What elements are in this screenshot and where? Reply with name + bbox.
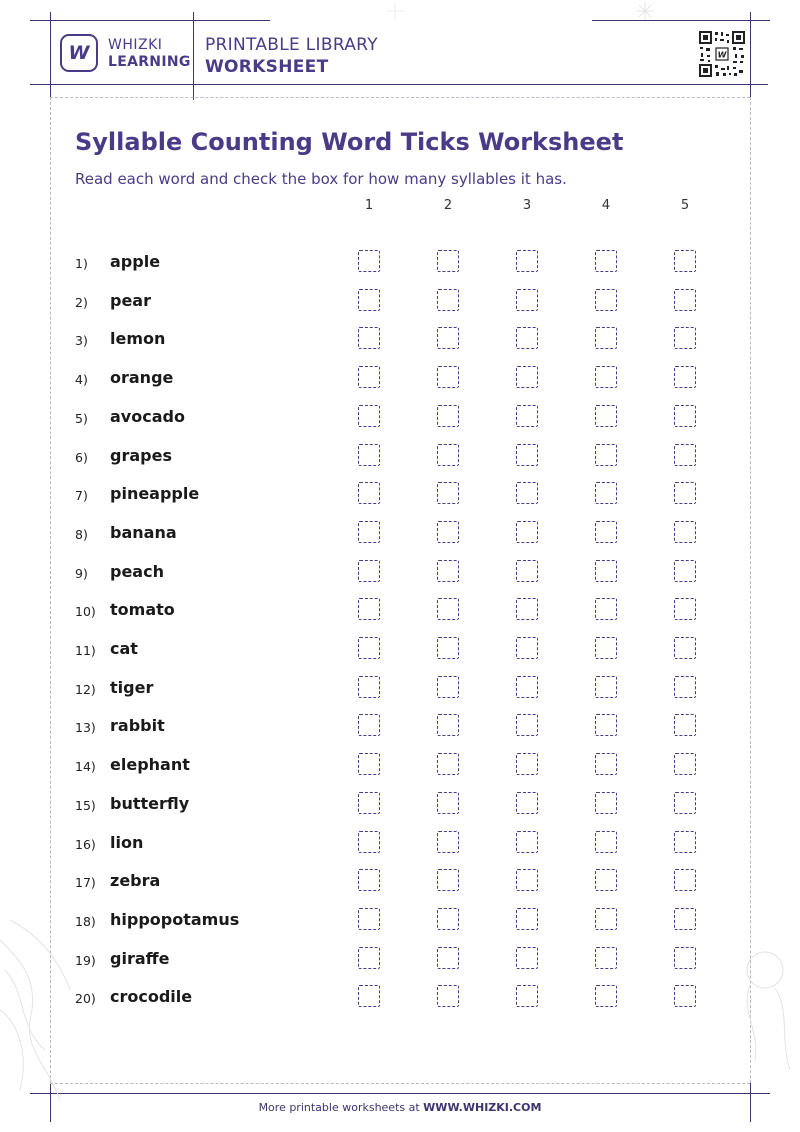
syllable-checkbox-2[interactable]: [437, 792, 459, 814]
syllable-checkbox-3[interactable]: [516, 444, 538, 466]
item-number: 15): [75, 797, 96, 813]
word-row: [0, 674, 800, 704]
frame-right-v: [750, 12, 751, 100]
frame-top-right: [592, 20, 770, 21]
syllable-checkbox-2[interactable]: [437, 366, 459, 388]
item-number: 10): [75, 604, 96, 620]
item-word: orange: [110, 368, 174, 388]
syllable-checkbox-3[interactable]: [516, 289, 538, 311]
worksheet-title: Syllable Counting Word Ticks Worksheet: [75, 128, 624, 156]
item-word: tomato: [110, 600, 175, 620]
item-word: tiger: [110, 677, 154, 697]
item-number: 17): [75, 875, 96, 891]
syllable-checkbox-2[interactable]: [437, 250, 459, 272]
column-header-4: 4: [601, 198, 611, 213]
syllable-checkbox-1[interactable]: [358, 637, 380, 659]
word-row: [0, 325, 800, 355]
syllable-checkbox-1[interactable]: [358, 753, 380, 775]
syllable-checkbox-2[interactable]: [437, 831, 459, 853]
column-header-5: 5: [680, 198, 690, 213]
word-row: [0, 519, 800, 549]
word-row: [0, 480, 800, 510]
syllable-checkbox-3[interactable]: [516, 714, 538, 736]
syllable-checkbox-1[interactable]: [358, 521, 380, 543]
syllable-checkbox-2[interactable]: [437, 482, 459, 504]
syllable-checkbox-4[interactable]: [595, 327, 617, 349]
syllable-checkbox-2[interactable]: [437, 947, 459, 969]
item-number: 9): [75, 565, 88, 581]
brand-name-line2: LEARNING: [108, 54, 191, 70]
syllable-checkbox-1[interactable]: [358, 482, 380, 504]
item-number: 3): [75, 333, 88, 349]
word-row: [0, 906, 800, 936]
syllable-checkbox-1[interactable]: [358, 444, 380, 466]
syllable-checkbox-2[interactable]: [437, 714, 459, 736]
syllable-checkbox-1[interactable]: [358, 250, 380, 272]
syllable-checkbox-4[interactable]: [595, 714, 617, 736]
word-row: [0, 867, 800, 897]
item-number: 11): [75, 643, 96, 658]
item-word: peach: [110, 561, 164, 581]
word-row: [0, 712, 800, 742]
syllable-checkbox-2[interactable]: [437, 598, 459, 620]
syllable-checkbox-1[interactable]: [358, 831, 380, 853]
item-word: giraffe: [110, 948, 170, 968]
item-word: pineapple: [110, 484, 200, 504]
worksheet-instructions: Read each word and check the box for how many syllables it has.: [75, 170, 567, 188]
syllable-checkbox-3[interactable]: [516, 676, 538, 698]
syllable-checkbox-1[interactable]: [358, 947, 380, 969]
syllable-checkbox-1[interactable]: [358, 405, 380, 427]
syllable-checkbox-4[interactable]: [595, 908, 617, 930]
column-header-2: 2: [443, 198, 453, 213]
word-row: [0, 596, 800, 626]
item-word: hippopotamus: [110, 909, 240, 929]
item-word: grapes: [110, 445, 172, 465]
decorative-star-icon: [375, 0, 415, 22]
logo-letter: W: [68, 42, 90, 64]
brand-name-line1: WHIZKI: [108, 37, 163, 53]
syllable-checkbox-2[interactable]: [437, 289, 459, 311]
syllable-checkbox-3[interactable]: [516, 985, 538, 1007]
syllable-checkbox-4[interactable]: [595, 598, 617, 620]
syllable-checkbox-2[interactable]: [437, 637, 459, 659]
whizki-logo-icon[interactable]: [60, 34, 98, 72]
syllable-checkbox-1[interactable]: [358, 714, 380, 736]
footer-prefix: More printable worksheets at: [258, 1101, 424, 1114]
word-row: [0, 558, 800, 588]
item-word: apple: [110, 252, 161, 271]
item-word: banana: [110, 522, 177, 542]
item-number: 8): [75, 526, 88, 542]
word-row: [0, 248, 800, 278]
column-header-1: 1: [364, 198, 374, 213]
syllable-checkbox-1[interactable]: [358, 676, 380, 698]
item-word: elephant: [110, 755, 190, 775]
item-number: 1): [75, 256, 88, 271]
syllable-checkbox-3[interactable]: [516, 792, 538, 814]
syllable-checkbox-2[interactable]: [437, 560, 459, 582]
item-word: crocodile: [110, 987, 193, 1007]
item-number: 16): [75, 836, 96, 852]
word-row: [0, 364, 800, 394]
frame-left-v: [50, 12, 51, 100]
syllable-checkbox-4[interactable]: [595, 250, 617, 272]
item-word: lemon: [110, 329, 166, 349]
syllable-checkbox-4[interactable]: [595, 831, 617, 853]
syllable-checkbox-5[interactable]: [674, 869, 696, 891]
item-number: 6): [75, 449, 88, 465]
syllable-checkbox-5[interactable]: [674, 637, 696, 659]
syllable-checkbox-4[interactable]: [595, 637, 617, 659]
syllable-checkbox-5[interactable]: [674, 676, 696, 698]
syllable-checkbox-5[interactable]: [674, 327, 696, 349]
syllable-checkbox-5[interactable]: [674, 405, 696, 427]
syllable-checkbox-5[interactable]: [674, 560, 696, 582]
syllable-checkbox-4[interactable]: [595, 676, 617, 698]
syllable-checkbox-1[interactable]: [358, 869, 380, 891]
item-number: 13): [75, 720, 96, 736]
syllable-checkbox-2[interactable]: [437, 869, 459, 891]
dashed-border-top: [50, 97, 750, 98]
syllable-checkbox-3[interactable]: [516, 327, 538, 349]
syllable-checkbox-4[interactable]: [595, 366, 617, 388]
item-number: 7): [75, 488, 88, 504]
syllable-checkbox-5[interactable]: [674, 985, 696, 1007]
syllable-checkbox-1[interactable]: [358, 289, 380, 311]
item-word: lion: [110, 832, 144, 852]
syllable-checkbox-5[interactable]: [674, 714, 696, 736]
item-number: 12): [75, 681, 96, 697]
item-number: 14): [75, 759, 96, 775]
syllable-checkbox-3[interactable]: [516, 366, 538, 388]
syllable-checkbox-5[interactable]: [674, 250, 696, 272]
syllable-checkbox-5[interactable]: [674, 753, 696, 775]
syllable-checkbox-4[interactable]: [595, 405, 617, 427]
item-word: cat: [110, 639, 138, 658]
syllable-checkbox-3[interactable]: [516, 521, 538, 543]
word-row: [0, 983, 800, 1013]
syllable-checkbox-1[interactable]: [358, 560, 380, 582]
syllable-checkbox-5[interactable]: [674, 521, 696, 543]
item-word: zebra: [110, 871, 161, 891]
syllable-checkbox-1[interactable]: [358, 985, 380, 1007]
syllable-checkbox-4[interactable]: [595, 947, 617, 969]
syllable-checkbox-3[interactable]: [516, 482, 538, 504]
item-word: avocado: [110, 406, 185, 426]
syllable-checkbox-2[interactable]: [437, 444, 459, 466]
word-row: [0, 829, 800, 859]
syllable-checkbox-2[interactable]: [437, 521, 459, 543]
word-row: [0, 287, 800, 317]
footer: [0, 1101, 800, 1114]
decorative-star-icon: [625, 0, 665, 22]
word-row: [0, 403, 800, 433]
dashed-border-bottom: [50, 1083, 750, 1084]
syllable-checkbox-2[interactable]: [437, 405, 459, 427]
syllable-checkbox-4[interactable]: [595, 869, 617, 891]
item-number: 2): [75, 294, 88, 310]
syllable-checkbox-1[interactable]: [358, 908, 380, 930]
word-row: [0, 945, 800, 975]
syllable-checkbox-2[interactable]: [437, 753, 459, 775]
item-word: pear: [110, 290, 151, 310]
syllable-checkbox-5[interactable]: [674, 598, 696, 620]
syllable-checkbox-4[interactable]: [595, 985, 617, 1007]
syllable-checkbox-1[interactable]: [358, 327, 380, 349]
syllable-checkbox-3[interactable]: [516, 598, 538, 620]
syllable-checkbox-5[interactable]: [674, 831, 696, 853]
syllable-checkbox-5[interactable]: [674, 482, 696, 504]
word-row: [0, 751, 800, 781]
worksheet-label: WORKSHEET: [205, 57, 329, 77]
frame-bottom-line: [30, 1093, 770, 1094]
item-word: rabbit: [110, 716, 165, 736]
column-header-3: 3: [522, 198, 532, 213]
syllable-checkbox-2[interactable]: [437, 908, 459, 930]
syllable-checkbox-5[interactable]: [674, 289, 696, 311]
item-number: 5): [75, 410, 88, 426]
word-row: [0, 635, 800, 665]
syllable-checkbox-4[interactable]: [595, 753, 617, 775]
item-number: 18): [75, 913, 96, 929]
syllable-checkbox-3[interactable]: [516, 831, 538, 853]
footer-site-link[interactable]: WWW.WHIZKI.COM: [423, 1101, 542, 1114]
syllable-checkbox-3[interactable]: [516, 869, 538, 891]
frame-header-bottom: [30, 84, 768, 85]
item-word: butterfly: [110, 793, 190, 813]
syllable-checkbox-1[interactable]: [358, 792, 380, 814]
syllable-checkbox-3[interactable]: [516, 753, 538, 775]
syllable-checkbox-2[interactable]: [437, 676, 459, 698]
syllable-checkbox-5[interactable]: [674, 908, 696, 930]
syllable-checkbox-3[interactable]: [516, 250, 538, 272]
syllable-checkbox-3[interactable]: [516, 637, 538, 659]
library-label: PRINTABLE LIBRARY: [205, 35, 378, 55]
syllable-checkbox-5[interactable]: [674, 792, 696, 814]
syllable-checkbox-1[interactable]: [358, 366, 380, 388]
frame-divider-v: [193, 12, 194, 100]
syllable-checkbox-4[interactable]: [595, 560, 617, 582]
item-number: 20): [75, 991, 96, 1007]
syllable-checkbox-5[interactable]: [674, 366, 696, 388]
syllable-checkbox-3[interactable]: [516, 908, 538, 930]
syllable-checkbox-4[interactable]: [595, 521, 617, 543]
syllable-checkbox-3[interactable]: [516, 560, 538, 582]
syllable-checkbox-4[interactable]: [595, 444, 617, 466]
qr-code-icon[interactable]: [698, 30, 746, 78]
item-number: 19): [75, 952, 96, 968]
syllable-checkbox-3[interactable]: [516, 947, 538, 969]
frame-top-left: [30, 20, 270, 21]
word-row: [0, 790, 800, 820]
word-row: [0, 442, 800, 472]
syllable-checkbox-5[interactable]: [674, 444, 696, 466]
svg-text:W: W: [717, 50, 727, 60]
syllable-checkbox-2[interactable]: [437, 985, 459, 1007]
syllable-checkbox-5[interactable]: [674, 947, 696, 969]
syllable-checkbox-4[interactable]: [595, 482, 617, 504]
syllable-checkbox-4[interactable]: [595, 792, 617, 814]
syllable-checkbox-1[interactable]: [358, 598, 380, 620]
syllable-checkbox-3[interactable]: [516, 405, 538, 427]
syllable-checkbox-2[interactable]: [437, 327, 459, 349]
item-number: 4): [75, 372, 88, 388]
syllable-checkbox-4[interactable]: [595, 289, 617, 311]
